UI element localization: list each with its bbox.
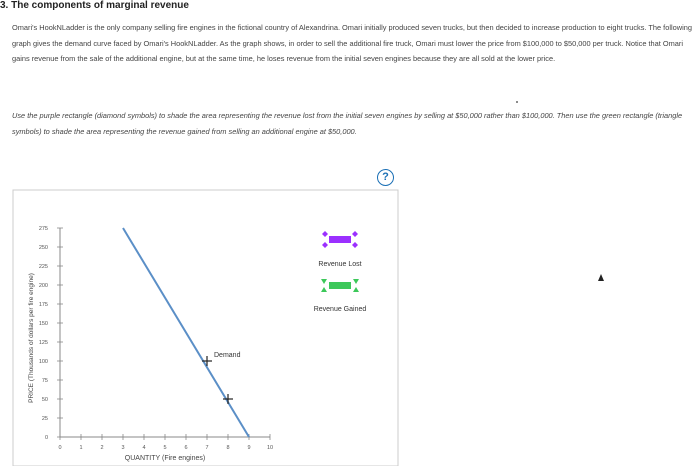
- y-tick-label: 275: [38, 226, 48, 232]
- x-tick-label: 3: [121, 445, 125, 451]
- graph-frame: [13, 190, 398, 466]
- section-heading: 3. The components of marginal revenue: [0, 0, 189, 11]
- y-tick-label: 25: [41, 416, 48, 422]
- revenue-gained-tool[interactable]: [321, 279, 359, 292]
- y-axis-label: PRICE (Thousands of dollars per fire engine): [28, 273, 35, 403]
- y-tick-label: 150: [38, 321, 48, 327]
- revenue-gained-label: Revenue Gained: [313, 306, 367, 313]
- revenue-gained-swatch: [329, 282, 351, 289]
- y-tick-label: 200: [38, 283, 48, 289]
- revenue-lost-label: Revenue Lost: [318, 261, 362, 268]
- x-tick-label: 1: [79, 445, 83, 451]
- x-tick-label: 4: [142, 445, 146, 451]
- x-axis-label: QUANTITY (Fire engines): [124, 455, 206, 462]
- demand-curve-label: Demand: [214, 352, 241, 359]
- instructions: Use the purple rectangle (diamond symbols) to shade the area representing the revenue lost from the initial seven engines by selling at $50,000 rather than $100,000. Then use the green rectangle (triangle symbols) to shade the area representing the revenue gained from selling an additional engine at $50,000.: [12, 111, 683, 136]
- diamond-symbol: [322, 231, 328, 237]
- demand-curve: [123, 228, 249, 437]
- x-tick-label: 5: [163, 445, 167, 451]
- demand-point-marker: [202, 356, 212, 366]
- y-tick-label: 225: [38, 264, 48, 270]
- x-tick-label: 10: [266, 445, 274, 451]
- chart-lines: [123, 228, 249, 437]
- x-tick-label: 8: [226, 445, 230, 451]
- triangle-symbol: [353, 279, 359, 284]
- diamond-symbol: [322, 242, 328, 248]
- triangle-symbol: [321, 279, 327, 284]
- x-tick-label: 9: [247, 445, 251, 451]
- chart-axes: [60, 228, 270, 437]
- y-tick-label: 125: [38, 340, 48, 346]
- x-tick-label: 0: [58, 445, 62, 451]
- triangle-symbol: [321, 287, 327, 292]
- y-tick-label: 50: [41, 397, 48, 403]
- x-tick-label: 7: [205, 445, 209, 451]
- help-icon[interactable]: ?: [377, 169, 394, 186]
- mouse-cursor: [598, 274, 604, 281]
- y-tick-label: 100: [38, 359, 48, 365]
- x-tick-label: 6: [184, 445, 188, 451]
- y-tick-label: 175: [38, 302, 48, 308]
- revenue-lost-swatch: [329, 236, 351, 243]
- y-tick-label: 250: [38, 245, 48, 251]
- revenue-lost-tool[interactable]: [322, 231, 358, 248]
- y-tick-label: 0: [44, 435, 48, 441]
- diamond-symbol: [352, 231, 358, 237]
- problem-description: Omari's HookNLadder is the only company selling fire engines in the fictional country of Alexandrina. Omari initially produced seven trucks, but then decided to increase production to eight trucks. The following graph gives the demand curve faced by Omari's HookNLadder. As the graph shows, in order to sell the additional fire truck, Omari must lower the price from $100,000 to $50,000 per truck. Notice that Omari gains revenue from the sale of the additional engine, but at the same time, he loses revenue from the initial seven engines because they are all sold at the lower price.: [12, 23, 692, 64]
- x-tick-label: 2: [100, 445, 104, 451]
- triangle-symbol: [353, 287, 359, 292]
- diamond-symbol: [352, 242, 358, 248]
- y-tick-label: 75: [41, 378, 48, 384]
